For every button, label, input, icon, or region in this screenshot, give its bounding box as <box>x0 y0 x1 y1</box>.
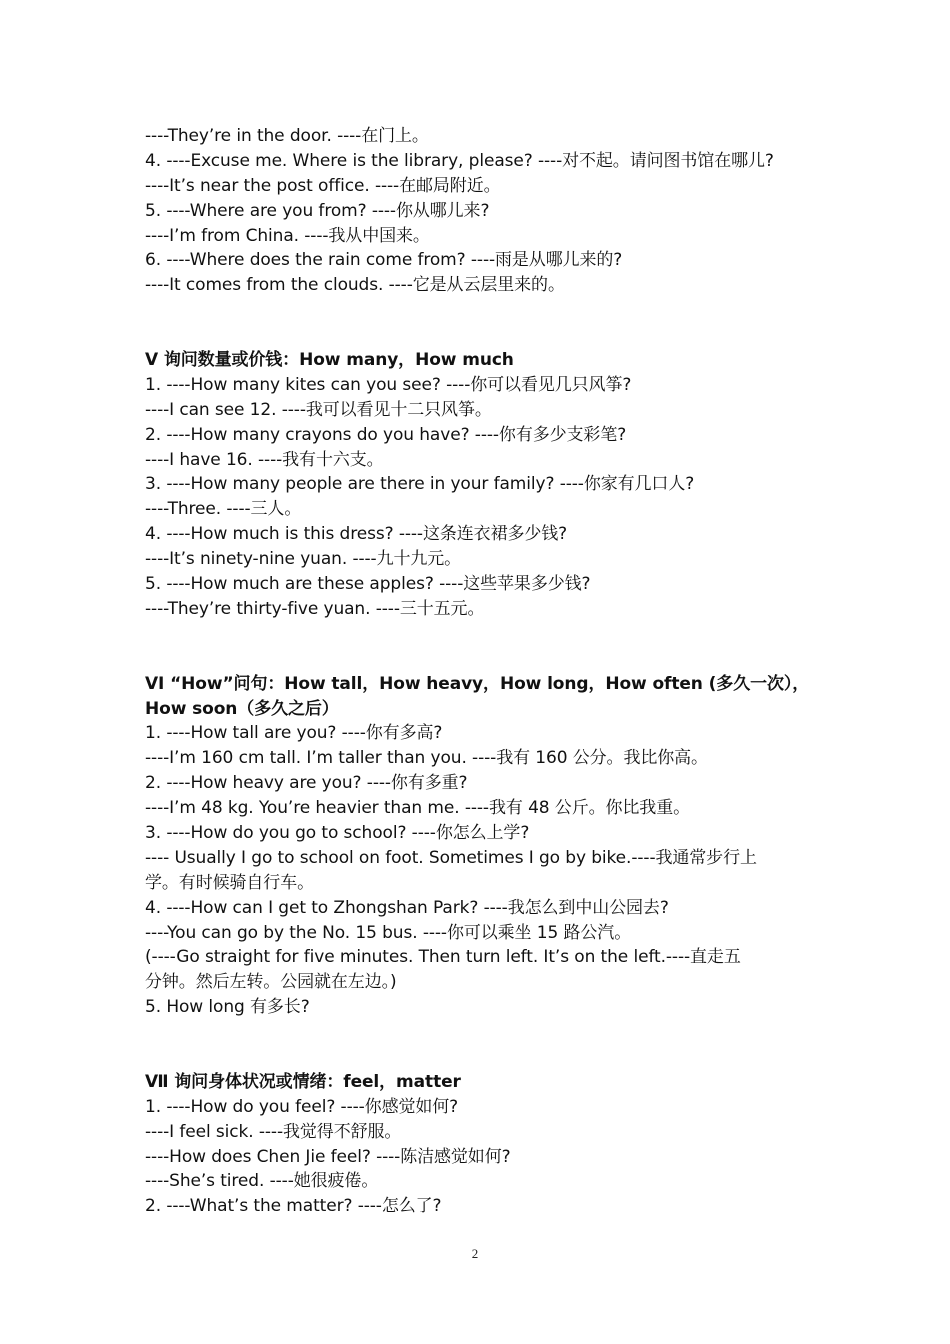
text-line: 学。有时候骑自行车。 <box>145 872 314 893</box>
text-line: ----I can see 12. ----我可以看见十二只风筝。 <box>145 399 492 420</box>
text-line: 4. ----Excuse me. Where is the library, please? ----对不起。请问图书馆在哪儿? <box>145 150 774 171</box>
text-line: 3. ----How do you go to school? ----你怎么上学? <box>145 822 530 843</box>
section-heading: VI “How”问句：How tall，How heavy，How long，How often (多久一次）， <box>145 673 810 694</box>
text-line: 2. ----How heavy are you? ----你有多重? <box>145 773 468 794</box>
text-line: ----How does Chen Jie feel? ----陈洁感觉如何? <box>145 1146 511 1167</box>
text-line: 1. ----How tall are you? ----你有多高? <box>145 723 443 744</box>
page-number: 2 <box>471 1246 479 1261</box>
text-line: 4. ----How can I get to Zhongshan Park? ----我怎么到中山公园去? <box>145 897 669 918</box>
section-heading: How soon（多久之后） <box>145 698 339 719</box>
section-gap <box>145 1020 825 1070</box>
text-line: ----You can go by the No. 15 bus. ----你可以乘坐 15 路公汽。 <box>145 922 632 943</box>
text-line: 5. ----How much are these apples? ----这些苹果多少钱? <box>145 574 591 595</box>
section-heading: Ⅶ 询问身体状况或情绪：feel，matter <box>145 1071 461 1092</box>
text-line: 4. ----How much is this dress? ----这条连衣裙多少钱? <box>145 524 568 545</box>
text-line: ----It comes from the clouds. ----它是从云层里来的。 <box>145 275 565 296</box>
text-line: ----They’re thirty-five yuan. ----三十五元。 <box>145 598 485 619</box>
text-line: (----Go straight for five minutes. Then turn left. It’s on the left.----直走五 <box>145 947 741 968</box>
text-line: 分钟。然后左转。公园就在左边。) <box>145 972 397 993</box>
text-line: ----It’s near the post office. ----在邮局附近。 <box>145 175 501 196</box>
text-line: ----I’m 160 cm tall. I’m taller than you. ----我有 160 公分。我比你高。 <box>145 748 708 769</box>
text-line: 2. ----How many crayons do you have? ----你有多少支彩笔? <box>145 424 627 445</box>
text-line: ----They’re in the door. ----在门上。 <box>145 126 429 146</box>
text-line: ----I have 16. ----我有十六支。 <box>145 449 384 470</box>
document-body <box>145 124 825 1219</box>
text-line: ---- Usually I go to school on foot. Sometimes I go by bike.----我通常步行上 <box>145 847 757 868</box>
text-line: ----I’m 48 kg. You’re heavier than me. ----我有 48 公斤。你比我重。 <box>145 798 691 819</box>
text-line: 6. ----Where does the rain come from? ----雨是从哪儿来的? <box>145 250 623 271</box>
section-gap <box>145 622 825 672</box>
text-line: ----I feel sick. ----我觉得不舒服。 <box>145 1121 402 1142</box>
section-gap <box>145 298 825 348</box>
text-line: ----I’m from China. ----我从中国来。 <box>145 225 430 246</box>
text-line: ----It’s ninety-nine yuan. ----九十九元。 <box>145 549 462 570</box>
text-line: ----Three. ----三人。 <box>145 499 302 520</box>
text-line: 3. ----How many people are there in your family? ----你家有几口人? <box>145 474 695 495</box>
text-line: ----She’s tired. ----她很疲倦。 <box>145 1171 379 1192</box>
text-line: 1. ----How do you feel? ----你感觉如何? <box>145 1096 459 1117</box>
section-heading: V 询问数量或价钱：How many，How much <box>145 350 514 371</box>
text-line: 5. How long 有多长? <box>145 997 310 1018</box>
text-line: 5. ----Where are you from? ----你从哪儿来? <box>145 200 490 221</box>
text-line: 2. ----What’s the matter? ----怎么了? <box>145 1196 442 1217</box>
text-line: 1. ----How many kites can you see? ----你可以看见几只风筝? <box>145 374 632 395</box>
